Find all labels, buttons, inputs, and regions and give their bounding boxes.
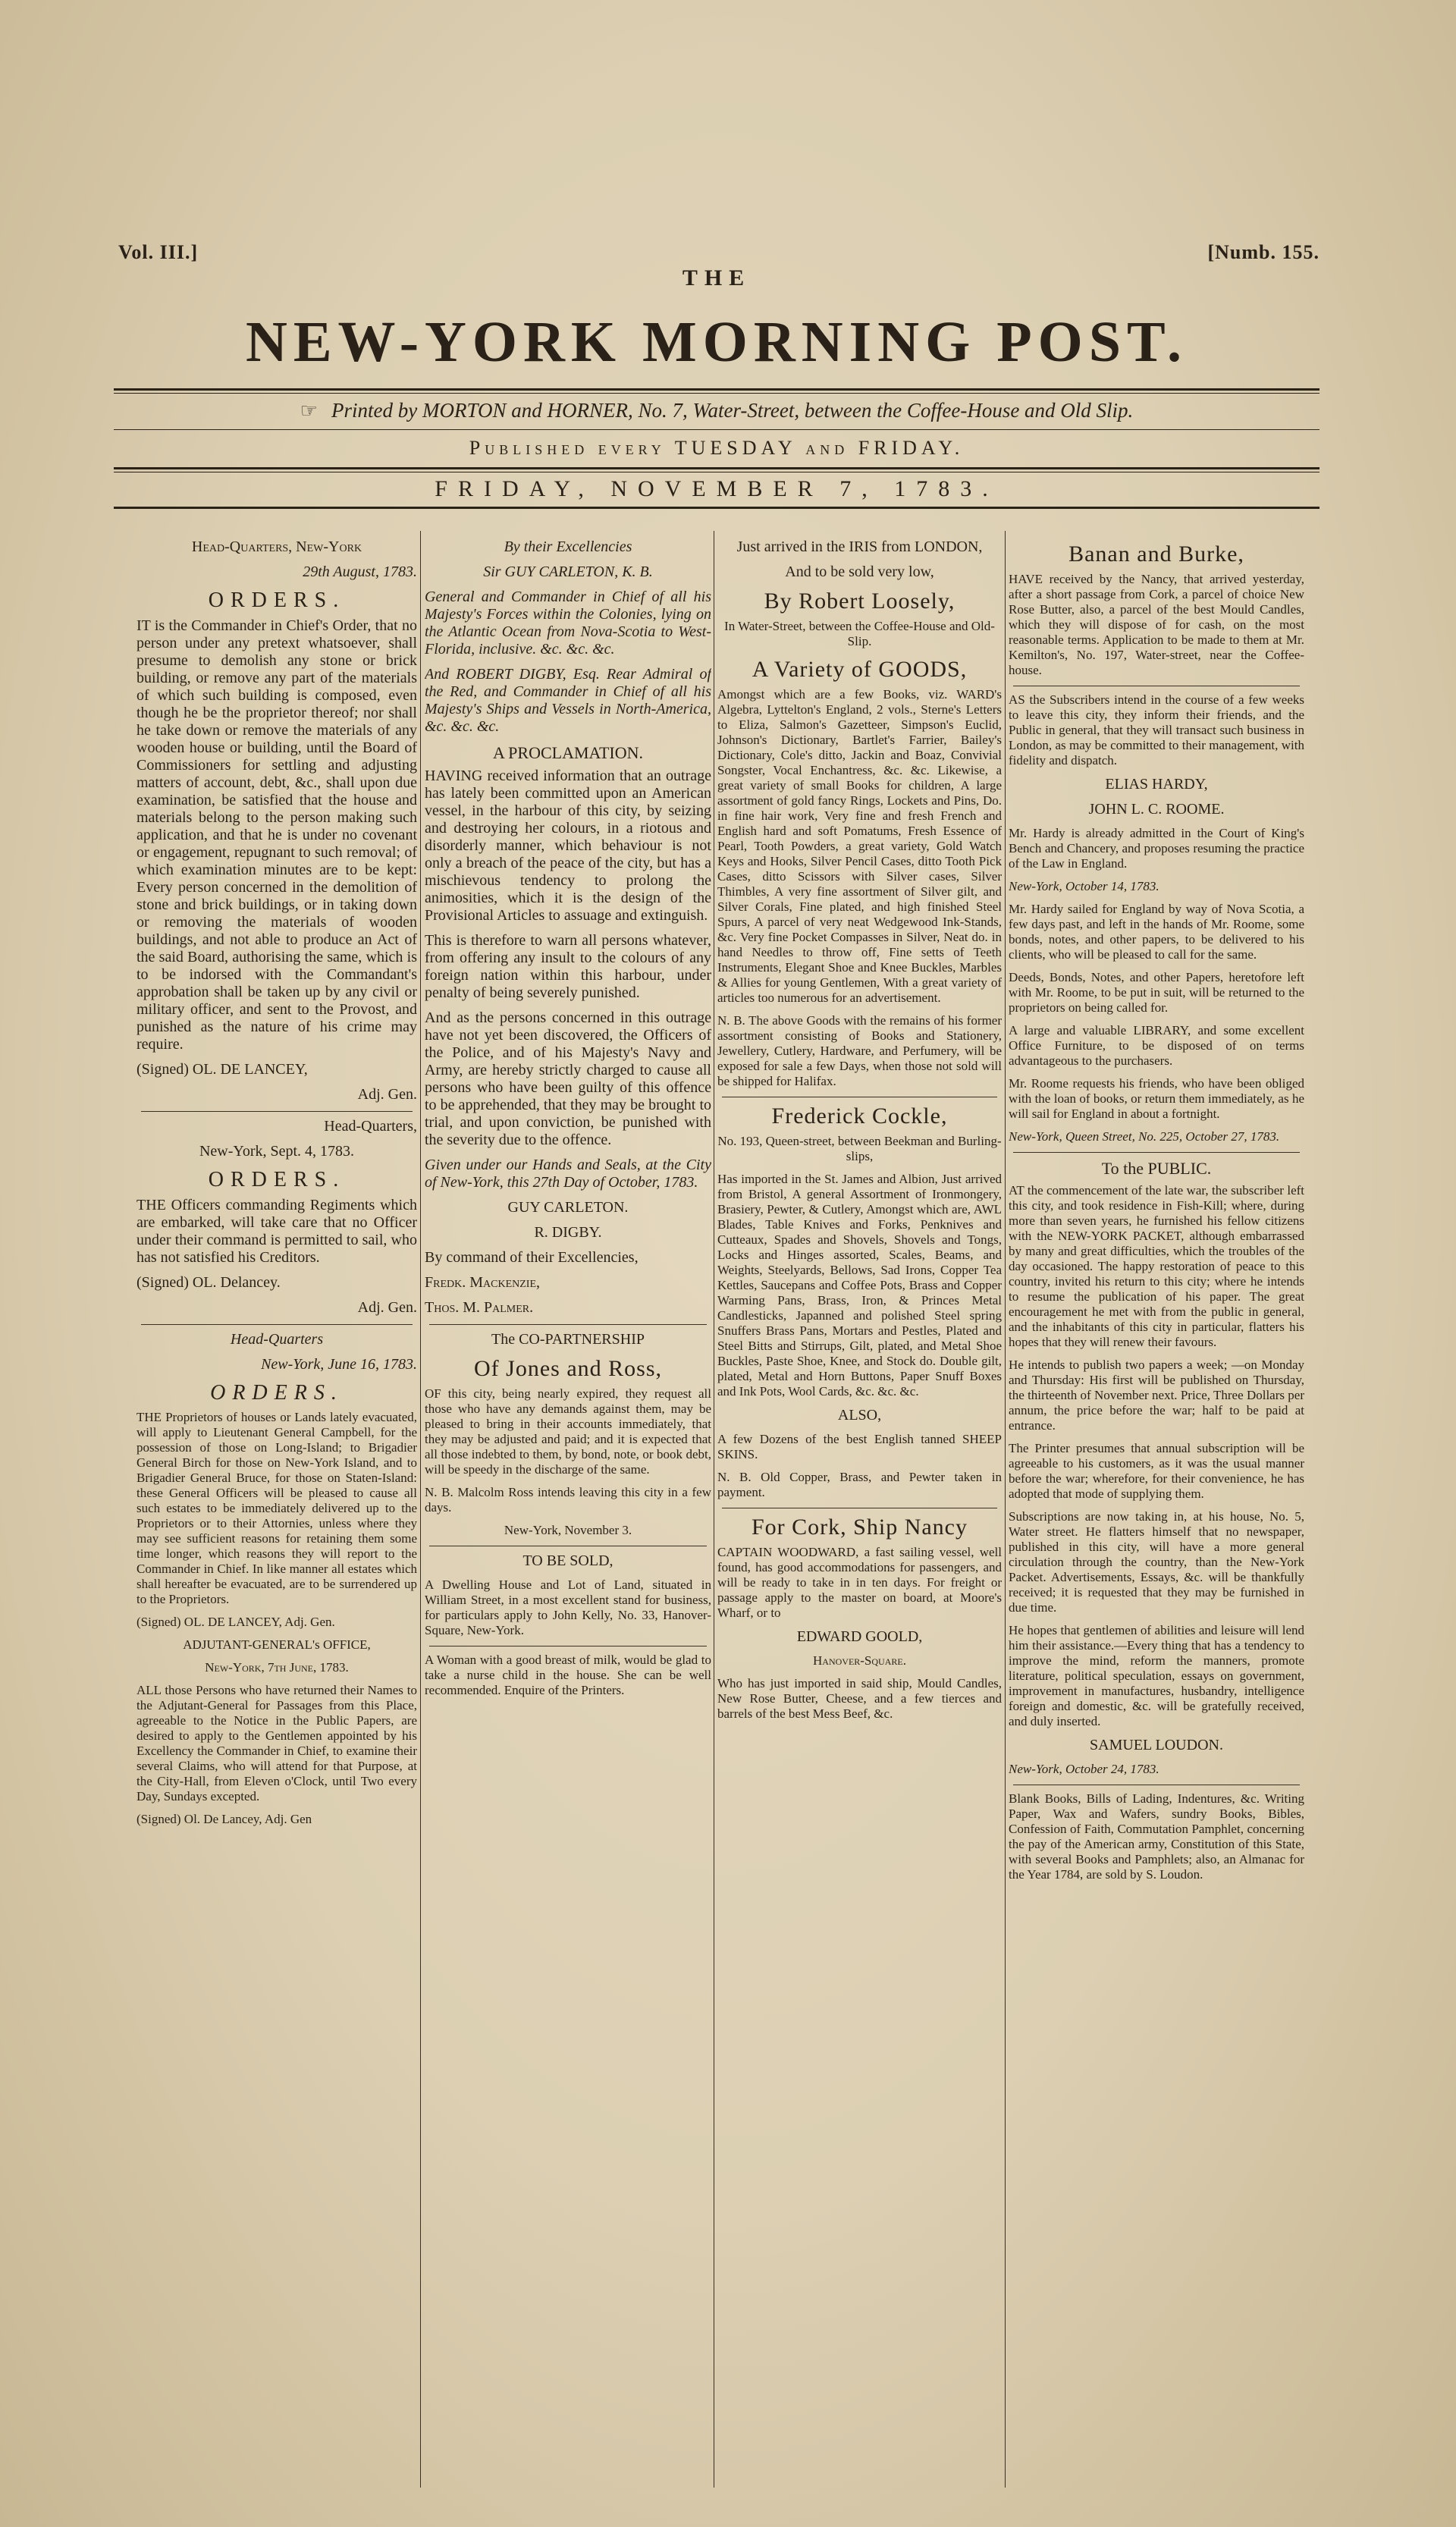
proclamation-text: HAVING received information that an outrage has lately been committed upon an American vessel, in the harbour of this city, by seizing and destroying her colours, in a riotous and disorderly manner, which behaviour is not only a breach of the peace of the city, but has a mischievous tendency to prolong the animosities, which it is the design of the Provisional Articles to assuage and extinguish. bbox=[425, 768, 711, 924]
ship-text: CAPTAIN WOODWARD, a fast sailing vessel, well found, has good accommodations for passengers, and will be ready to take in in ten days. For freight or passage apply to the master on board, at Moore's Wharf, or to bbox=[717, 1545, 1002, 1620]
hq-heading: Head-Quarters, New-York bbox=[191, 538, 362, 555]
orders-signature-title: Adj. Gen. bbox=[357, 1299, 417, 1316]
pointing-hand-icon: ☞ bbox=[300, 400, 318, 422]
hq-heading: Head-Quarters, bbox=[324, 1118, 417, 1135]
law-notice: Deeds, Bonds, Notes, and other Papers, heretofore left with Mr. Roome, to be put in suit, will be returned to the proprietors on being called for. bbox=[1009, 970, 1304, 1015]
sale-text: A Dwelling House and Lot of Land, situated in William Street, in a most excellent stand for business, for particulars apply to John Kelly, No. 33, Hanover-Square, New-York. bbox=[425, 1577, 711, 1637]
masthead bbox=[114, 220, 1320, 508]
article-separator bbox=[141, 1324, 413, 1325]
hq-date: New-York, June 16, 1783. bbox=[261, 1356, 417, 1373]
proclamation-text: This is therefore to warn all persons whatever, from offering any insult to the colours of any foreign nation within this harbour, under penalty of being severely punished. bbox=[425, 932, 711, 1001]
orders-text: THE Proprietors of houses or Lands lately evacuated, will apply to Lieutenant General Campbell, for the possession of those on Long-Island; to Brigadier General Birch for those on New-York Island, and to Brigadier General Bruce, for those on Staten-Island: these General Officers will be pleased to cause all such estates to be immediately delivered up to the Proprietors or to their Attornies, unless where they may see sufficient reasons for retaining them some time longer, which reasons they will report to the Commander in Chief. In like manner all estates which shall hereafter be evacuated, are to be surrendered up to the Proprietors. bbox=[136, 1410, 417, 1606]
publication-schedule: Published every TUESDAY and FRIDAY. bbox=[469, 437, 965, 459]
partnership-heading: The CO-PARTNERSHIP bbox=[491, 1331, 645, 1348]
masthead-rule bbox=[114, 507, 1320, 509]
partnership-nb: N. B. Malcolm Ross intends leaving this city in a few days. bbox=[425, 1485, 711, 1515]
public-text: He hopes that gentlemen of abilities and leisure will lend him their assistance.—Every thing that has a tendency to improve the mind, reform the manners, promote literature, political speculation, essays on government, improvement in manufactures, husbandry, intelligence foreign and domestic, &c. will be gratefully received, and duly inserted. bbox=[1009, 1623, 1304, 1728]
sale-heading: TO BE SOLD, bbox=[522, 1552, 613, 1569]
orders-signature-title: Adj. Gen. bbox=[357, 1086, 417, 1103]
orders-text: IT is the Commander in Chief's Order, that no person under any pretext whatsoever, shall presume to demolish any stone or brick building, or remove any part of the materials of which such building is composed, even though he be the proprietor thereof; nor shall he take down or remove the materials of any wooden house or building, until the Board of Commissioners for settling and adjusting matters of account, debt, &c., shall upon due examination, be satisfied that the house and materials belong to the person making such application, and that he is under no covenant or engagement, repugnant to such removal; of which examination minutes are to be kept: Every person concerned in the demolition of stone and brick buildings, or in taking down or removing the materials of wooden buildings, and not able to produce an Act of the said Board, authorising the same, which is to be indorsed with the Commandant's approbation shall be taken up by any civil or military officer, and sent to the Provost, and punished as the nature of his crime may require. bbox=[136, 617, 417, 1053]
hq-date: New-York, Sept. 4, 1783. bbox=[199, 1143, 355, 1160]
article-separator bbox=[429, 1324, 707, 1325]
printer-text: Printed by MORTON and HORNER, No. 7, Water-Street, between the Coffee-House and Old Slip. bbox=[331, 399, 1134, 422]
partnership-date: New-York, November 3. bbox=[504, 1523, 632, 1537]
column-3 bbox=[717, 538, 1002, 2495]
public-text: Subscriptions are now taking in, at his house, No. 5, Water street. He flatters himself that no newspaper, published in this city, will have a more general circulation through the country, than the New-York Packet. Advertisements, Essays, &c. will be thankfully received; it is requested that they may be furnished in due time. bbox=[1009, 1509, 1304, 1615]
public-text: He intends to publish two papers a week; —on Monday and Thursday: His first will be published on Thursday, the thirteenth of November next. Price, Three Dollars per annum, the price before the war; half to be paid at entrance. bbox=[1009, 1358, 1304, 1433]
proclamation-given: Given under our Hands and Seals, at the City of New-York, this 27th Day of October, 1783. bbox=[425, 1157, 711, 1191]
merchant-name: Banan and Burke, bbox=[1068, 542, 1244, 567]
masthead-rule bbox=[114, 467, 1320, 469]
merchant-name: Frederick Cockle, bbox=[771, 1103, 948, 1129]
public-heading: To the PUBLIC. bbox=[1101, 1159, 1212, 1178]
agent-name: EDWARD GOOLD, bbox=[796, 1628, 923, 1645]
merchant-address: No. 193, Queen-street, between Beekman and Burling-slips, bbox=[717, 1134, 1002, 1163]
departure-notice: AS the Subscribers intend in the course of a few weeks to leave this city, they inform their friends, and the Public in general, that they will transact such business in London, as may be committed to their management, with fidelity and dispatch. bbox=[1009, 692, 1304, 768]
dateline: FRIDAY, NOVEMBER 7, 1783. bbox=[435, 476, 999, 501]
volume-label: Vol. III.] bbox=[118, 241, 199, 263]
orders-text: THE Officers commanding Regiments which are embarked, will take care that no Officer under their command is permitted to sail, who has not satisfied his Creditors. bbox=[136, 1197, 417, 1266]
carleton-title: General and Commander in Chief of all his Majesty's Forces within the Colonies, lying on the Atlantic Ocean from Nova-Scotia to West-Florida, inclusive. &c. &c. &c. bbox=[425, 589, 711, 658]
column-divider bbox=[420, 531, 421, 2488]
notice-date: New-York, October 14, 1783. bbox=[1009, 879, 1159, 893]
column-4 bbox=[1009, 538, 1304, 2495]
article-separator bbox=[1013, 1152, 1300, 1153]
butter-notice: HAVE received by the Nancy, that arrived yesterday, after a short passage from Cork, a parcel of choice New Rose Butter, also, a parcel of the best Mould Candles, which they will dispose of for cash, on the most reasonable terms. Application to be made to them at Mr. Kemilton's, No. 197, Water-street, near the Coffee-house. bbox=[1009, 572, 1304, 677]
stationery-notice: Blank Books, Bills of Lading, Indentures, &c. Writing Paper, Wax and Wafers, sundry Books, Bibles, Confession of Faith, Commutation Pamphlet, concerning the pay of the American army, Constitution of this State, with several Books and Pamphlets; also, an Almanac for the Year 1784, are sold by S. Loudon. bbox=[1009, 1791, 1304, 1882]
article-separator bbox=[141, 1111, 413, 1112]
notice-date: New-York, Queen Street, No. 225, October 27, 1783. bbox=[1009, 1129, 1280, 1144]
masthead-rule bbox=[114, 393, 1320, 394]
partnership-title: Of Jones and Ross, bbox=[474, 1356, 662, 1381]
hq-heading: Head-Quarters bbox=[230, 1331, 324, 1348]
iris-line: Just arrived in the IRIS from LONDON, bbox=[736, 538, 983, 555]
adjutant-text: ALL those Persons who have returned their Names to the Adjutant-General for Passages from this Place, agreeable to the Notice in the Public Papers, are desired to apply to the Gentlemen appointed by his Excellency the Commander in Chief, to examine their several Claims, who will attend for that Purpose, at the City-Hall, from Eleven o'Clock, until Two every Day, Sundays excepted. bbox=[136, 1683, 417, 1803]
notice-date: New-York, October 24, 1783. bbox=[1009, 1762, 1159, 1776]
orders-signature: (Signed) OL. DE LANCEY, Adj. Gen. bbox=[136, 1615, 335, 1629]
ironmongery-list: Has imported in the St. James and Albion, Just arrived from Bristol, A general Assortment of Ironmongery, Brasiery, Pewter, & Cutlery, Amongst which are, AWL Blades, Table Knives and Forks, Penknives and Cutteaux, Spades and Shovels, Shovels and Tongs, Locks and Hinges assorted, Scales, Beams, and Weights, Steelyards, Bellows, Sad Irons, Copper Tea Kettles, Saucepans and Coffee Pots, Brass and Copper Warming Pans, Brass, Iron, & Princes Metal Candlesticks, Japanned and polished Steel spring Snuffers Brass Pans, Mortars and Pestles, Plated and Steel Bitts and Stirrups, Gilt, plated, and Metal Shoe Buckles, Paste Shoe, Knee, and Stock do. Double gilt, plated, Metal and Horn Buttons, Paper Snuff Boxes and Ink Pots, Wool Cards, &c. &c. &c. bbox=[717, 1172, 1002, 1398]
ship-heading: For Cork, Ship Nancy bbox=[752, 1515, 968, 1540]
signatory-mackenzie: Fredk. Mackenzie, bbox=[425, 1274, 541, 1291]
import-text: Who has just imported in said ship, Mould Candles, New Rose Butter, Cheese, and a few tierces and barrels of the best Mess Beef, &c. bbox=[717, 1676, 1002, 1721]
title-article: THE bbox=[682, 265, 752, 290]
law-notice: Mr. Hardy is already admitted in the Court of King's Bench and Chancery, and proposes resuming the practice of the Law in England. bbox=[1009, 826, 1304, 871]
agent-address: Hanover-Square. bbox=[813, 1653, 906, 1668]
also-heading: ALSO, bbox=[837, 1407, 882, 1424]
signature-loudon: SAMUEL LOUDON. bbox=[1090, 1737, 1223, 1753]
public-text: AT the commencement of the late war, the subscriber left this city, and took residence in Fish-Kill; where, during more than seven years, he furnished his fellow citizens with the NEW-YORK PACKET, although embarrassed by many and great difficulties, which the troubles of the day occasioned. The happy restoration of peace to this country, invited his return to this city; where he intends to resume the publication of his paper. The great encouragement he met with from the public in general, and the inhabitants of this city in particular, flatters his hopes that they will renew their favours. bbox=[1009, 1183, 1304, 1349]
adjutant-signature: (Signed) Ol. De Lancey, Adj. Gen bbox=[136, 1812, 312, 1826]
also-nb: N. B. Old Copper, Brass, and Pewter taken in payment. bbox=[717, 1470, 1002, 1499]
masthead-rule bbox=[114, 388, 1320, 391]
sold-line: And to be sold very low, bbox=[785, 563, 934, 580]
adjutant-heading: ADJUTANT-GENERAL's OFFICE, bbox=[183, 1637, 371, 1652]
also-text: A few Dozens of the best English tanned SHEEP SKINS. bbox=[717, 1432, 1002, 1461]
signature-roome: JOHN L. C. ROOME. bbox=[1088, 801, 1225, 818]
nurse-notice: A Woman with a good breast of milk, would be glad to take a nurse child in the house. She can be well recommended. Enquire of the Printers. bbox=[425, 1653, 711, 1697]
law-notice: Mr. Hardy sailed for England by way of Nova Scotia, a few days past, and left in the hands of Mr. Roome, some bonds, notes, and other papers, to be delivered to his clients, who will be pleased to call for the same. bbox=[1009, 902, 1304, 962]
carleton-name: Sir GUY CARLETON, K. B. bbox=[483, 563, 653, 580]
proclamation-text: And as the persons concerned in this outrage have not yet been discovered, the Officers of the Police, and of his Majesty's Navy and Army, are hereby strictly charged to cause all persons who have been guilty of this offence to be apprehended, that they may be brought to trial, and upon conviction, be punished with the severity due to the offence. bbox=[425, 1009, 711, 1148]
orders-signature: (Signed) OL. DE LANCEY, bbox=[136, 1061, 308, 1078]
signature-carleton: GUY CARLETON. bbox=[507, 1199, 629, 1216]
column-2 bbox=[425, 538, 711, 2495]
partnership-text: OF this city, being nearly expired, they request all those who have any demands against them, may be pleased to bring in their accounts immediately, that they may be adjusted and paid; and it is expected that all those indebted to them, by bond, note, or book debt, will be speedy in the discharge of the same. bbox=[425, 1386, 711, 1477]
newspaper-title: NEW-YORK MORNING POST. bbox=[245, 310, 1188, 374]
goods-heading: A Variety of GOODS, bbox=[752, 657, 968, 682]
merchant-name: By Robert Loosely, bbox=[764, 589, 956, 614]
orders-heading: ORDERS. bbox=[208, 589, 346, 612]
printer-line bbox=[114, 399, 1320, 422]
masthead-rule bbox=[114, 429, 1320, 430]
hq-date: 29th August, 1783. bbox=[303, 563, 417, 580]
library-notice: A large and valuable LIBRARY, and some excellent Office Furniture, to be disposed of on terms advantageous to the purchasers. bbox=[1009, 1023, 1304, 1068]
books-notice: Mr. Roome requests his friends, who have been obliged with the loan of books, or return them immediately, as he will sail for England in about a fortnight. bbox=[1009, 1076, 1304, 1121]
signatory-palmer: Thos. M. Palmer. bbox=[425, 1299, 534, 1316]
column-1 bbox=[136, 538, 417, 2495]
issue-number: [Numb. 155. bbox=[1207, 241, 1320, 263]
orders-heading: ORDERS. bbox=[210, 1381, 344, 1405]
orders-signature: (Signed) OL. Delancey. bbox=[136, 1274, 281, 1291]
public-text: The Printer presumes that annual subscription will be agreeable to his customers, as it was the usual manner before the war; wherefore, for their convenience, he has adopted that mode of supplying them. bbox=[1009, 1441, 1304, 1501]
digby-title: And ROBERT DIGBY, Esq. Rear Admiral of the Red, and Commander in Chief of all his Majesty's Ships and Vessels in North-America, &c. &c. &c. bbox=[425, 666, 711, 735]
goods-nb: N. B. The above Goods with the remains of his former assortment consisting of Books and Stationery, Jewellery, Cutlery, Hardware, and Perfumery, will be exposed for sale a few Days, when those not sold will be shipped for Halifax. bbox=[717, 1013, 1002, 1088]
goods-list: Amongst which are a few Books, viz. WARD's Algebra, Lyttelton's England, 2 vols., Sterne's Letters to Eliza, Salmon's Gazetteer, Simpson's Euclid, Johnson's Dictionary, Bartlet's Farrier, Bailey's Dictionary, Cole's ditto, Jackin and Boaz, Convivial Songster, Vocal Enchantress, &c. &c. Likewise, a great variety of small Books for children, A large assortment of gold fancy Rings, Lockets and Pins, Do. in fine hair work, Very fine and fresh French and English hard and soft Pomatums, Fresh Essence of Pearl, Tooth Powders, a great variety, Gold Watch Keys and Hooks, Silver Pencil Cases, ditto Tooth Pick Cases, ditto Scissors with Silver cases, Silver Thimbles, A very fine assortment of Silver gilt, and Silver Corals, Fine plated, and high finished Steel Spurs, A parcel of very neat Wedgewood Ink-Stands, &c. Very fine Pocket Compasses in Silver, Neat do. in hand Needles to throw off, Fine setts of Teeth Instruments, Elegant Shoe and Knee Buckles, Marbles & Allies for young Gentlemen, With a great variety of articles too numerous for an advertisement. bbox=[717, 687, 1002, 1005]
signature-hardy: ELIAS HARDY, bbox=[1105, 776, 1208, 793]
signature-digby: R. DIGBY. bbox=[534, 1224, 602, 1241]
adjutant-date: New-York, 7th June, 1783. bbox=[205, 1660, 349, 1675]
proclamation-heading: A PROCLAMATION. bbox=[492, 743, 644, 762]
command-line: By command of their Excellencies, bbox=[425, 1249, 639, 1266]
merchant-address: In Water-Street, between the Coffee-House and Old-Slip. bbox=[724, 619, 995, 648]
proclamation-preamble: By their Excellencies bbox=[504, 538, 632, 555]
column-divider bbox=[1005, 531, 1006, 2488]
orders-heading: ORDERS. bbox=[208, 1168, 346, 1191]
